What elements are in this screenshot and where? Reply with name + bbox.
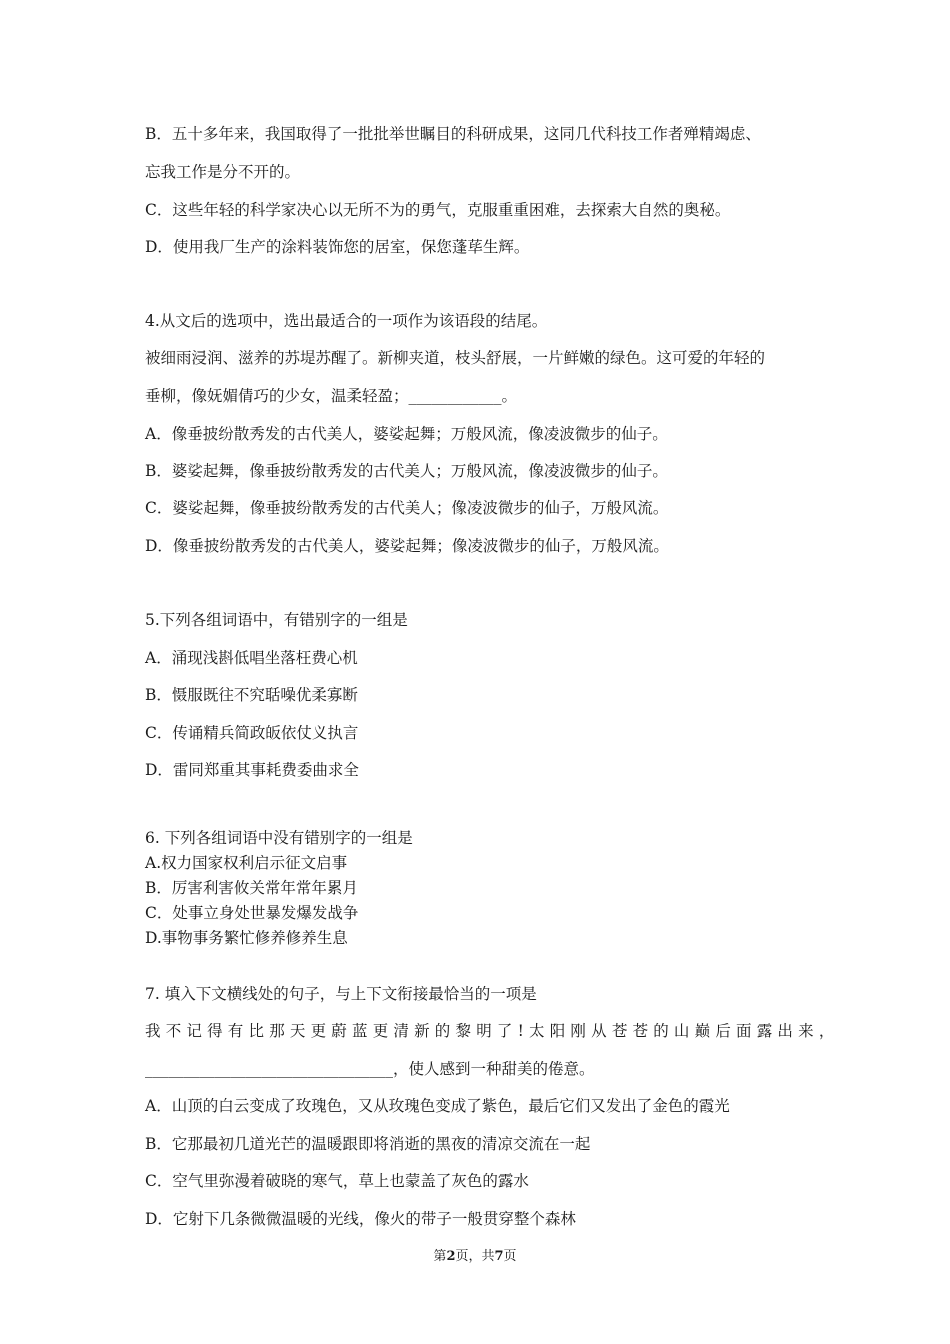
q5-stem: 5.下列各组词语中，有错别字的一组是: [145, 611, 408, 629]
q6-option-d: D.事物事务繁忙修养修养生息: [145, 929, 348, 947]
footer-current-page: 2: [446, 1249, 456, 1264]
q4-option-c: C．婆娑起舞，像垂披纷散秀发的古代美人；像凌波微步的仙子，万般风流。: [145, 499, 669, 517]
q3-option-b-line2: 忘我工作是分不开的。: [145, 163, 301, 181]
footer-total-pages: 7: [494, 1249, 504, 1264]
q4-passage-line2: 垂柳，像妩媚倩巧的少女，温柔轻盈；____________。: [145, 387, 518, 405]
q7-option-a: A．山顶的白云变成了玫瑰色，又从玫瑰色变成了紫色，最后它们又发出了金色的霞光: [145, 1097, 730, 1115]
q5-option-c: C．传诵精兵简政皈依仗义执言: [145, 724, 359, 742]
q7-option-c: C．空气里弥漫着破晓的寒气，草上也蒙盖了灰色的露水: [145, 1172, 529, 1190]
q3-option-c: C．这些年轻的科学家决心以无所不为的勇气，克服重重困难，去探索大自然的奥秘。: [145, 201, 731, 219]
q4-option-a: A．像垂披纷散秀发的古代美人，婆娑起舞；万般风流，像凌波微步的仙子。: [145, 425, 668, 443]
q4-stem: 4.从文后的选项中，选出最适合的一项作为该语段的结尾。: [145, 312, 548, 330]
q6-stem: 6. 下列各组词语中没有错别字的一组是: [145, 829, 413, 847]
q7-passage-line1: 我不记得有比那天更蔚蓝更清新的黎明了!太阳刚从苍苍的山巅后面露出来，: [145, 1022, 840, 1040]
q7-passage-line2: ________________________________，使人感到一种甜美的倦意。: [145, 1060, 595, 1078]
q6-option-a: A.权力国家权利启示征文启事: [145, 854, 348, 872]
q5-option-b: B．慑服既往不究聒噪优柔寡断: [145, 686, 358, 704]
q6-option-b: B．厉害利害攸关常年常年累月: [145, 879, 358, 897]
q3-option-d: D．使用我厂生产的涂料装饰您的居室，保您蓬荜生辉。: [145, 238, 530, 256]
q7-stem: 7. 填入下文横线处的句子，与上下文衔接最恰当的一项是: [145, 985, 537, 1003]
q4-option-b: B．婆娑起舞，像垂披纷散秀发的古代美人；万般风流，像凌波微步的仙子。: [145, 462, 668, 480]
q5-option-a: A．涌现浅斟低唱坐落枉费心机: [145, 649, 358, 667]
q6-option-c: C．处事立身处世暴发爆发战争: [145, 904, 359, 922]
footer-suffix: 页: [503, 1249, 517, 1264]
q4-passage-line1: 被细雨浸润、滋养的苏堤苏醒了。新柳夹道，枝头舒展，一片鲜嫩的绿色。这可爱的年轻的: [145, 349, 766, 367]
q5-option-d: D．雷同郑重其事耗费委曲求全: [145, 761, 359, 779]
q3-option-b-line1: B．五十多年来，我国取得了一批批举世瞩目的科研成果，这同几代科技工作者殚精竭虑、: [145, 125, 761, 143]
q4-option-d: D．像垂披纷散秀发的古代美人，婆娑起舞；像凌波微步的仙子，万般风流。: [145, 537, 669, 555]
q7-option-d: D．它射下几条微微温暖的光线，像火的带子一般贯穿整个森林: [145, 1210, 576, 1228]
q7-option-b: B．它那最初几道光芒的温暖跟即将消逝的黑夜的清凉交流在一起: [145, 1135, 591, 1153]
footer-middle: 页，共: [455, 1249, 495, 1264]
page-footer: [0, 1248, 950, 1266]
footer-prefix: 第: [433, 1249, 447, 1264]
